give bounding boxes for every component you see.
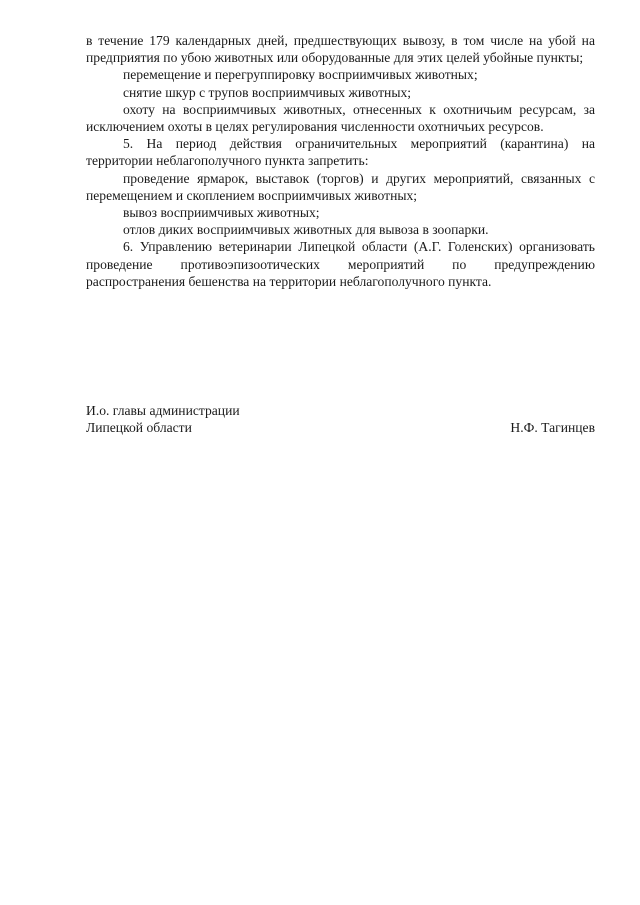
signature-title-line2: Липецкой области — [86, 420, 192, 436]
signature-row — [86, 419, 595, 436]
paragraph-7: вывоз восприимчивых животных; — [123, 205, 320, 221]
paragraph-4: охоту на восприимчивых животных, отнесенных к охотничьим ресурсам, за исключением охоты в целях регулирования численности охотничьих ресурсов. — [86, 101, 595, 135]
paragraph-8: отлов диких восприимчивых животных для вывоза в зоопарки. — [123, 222, 489, 238]
document-body — [86, 32, 595, 290]
signature-block — [86, 402, 595, 436]
paragraph-2: перемещение и перегруппировку восприимчивых животных; — [123, 67, 478, 83]
paragraph-6: проведение ярмарок, выставок (торгов) и других мероприятий, связанных с перемещением и скоплением восприимчивых животных; — [86, 170, 595, 203]
paragraph-3: снятие шкур с трупов восприимчивых животных; — [123, 84, 412, 100]
paragraph-9: 6. Управлению ветеринарии Липецкой области (А.Г. Голенских) организовать проведение противоэпизоотических мероприятий по предупреждению распространения бешенства на территории неблагополучного пункта. — [86, 239, 595, 289]
paragraph-1: в течение 179 календарных дней, предшествующих вывозу, в том числе на убой на предприятия по убою животных или оборудованные для этих целей убойные пункты; — [86, 33, 595, 66]
signatory-name: Н.Ф. Тагинцев — [510, 420, 595, 436]
paragraph-5: 5. На период действия ограничительных мероприятий (карантина) на территории неблагополучного пункта запретить: — [86, 136, 595, 169]
signature-title-line1: И.о. главы администрации — [86, 403, 240, 418]
